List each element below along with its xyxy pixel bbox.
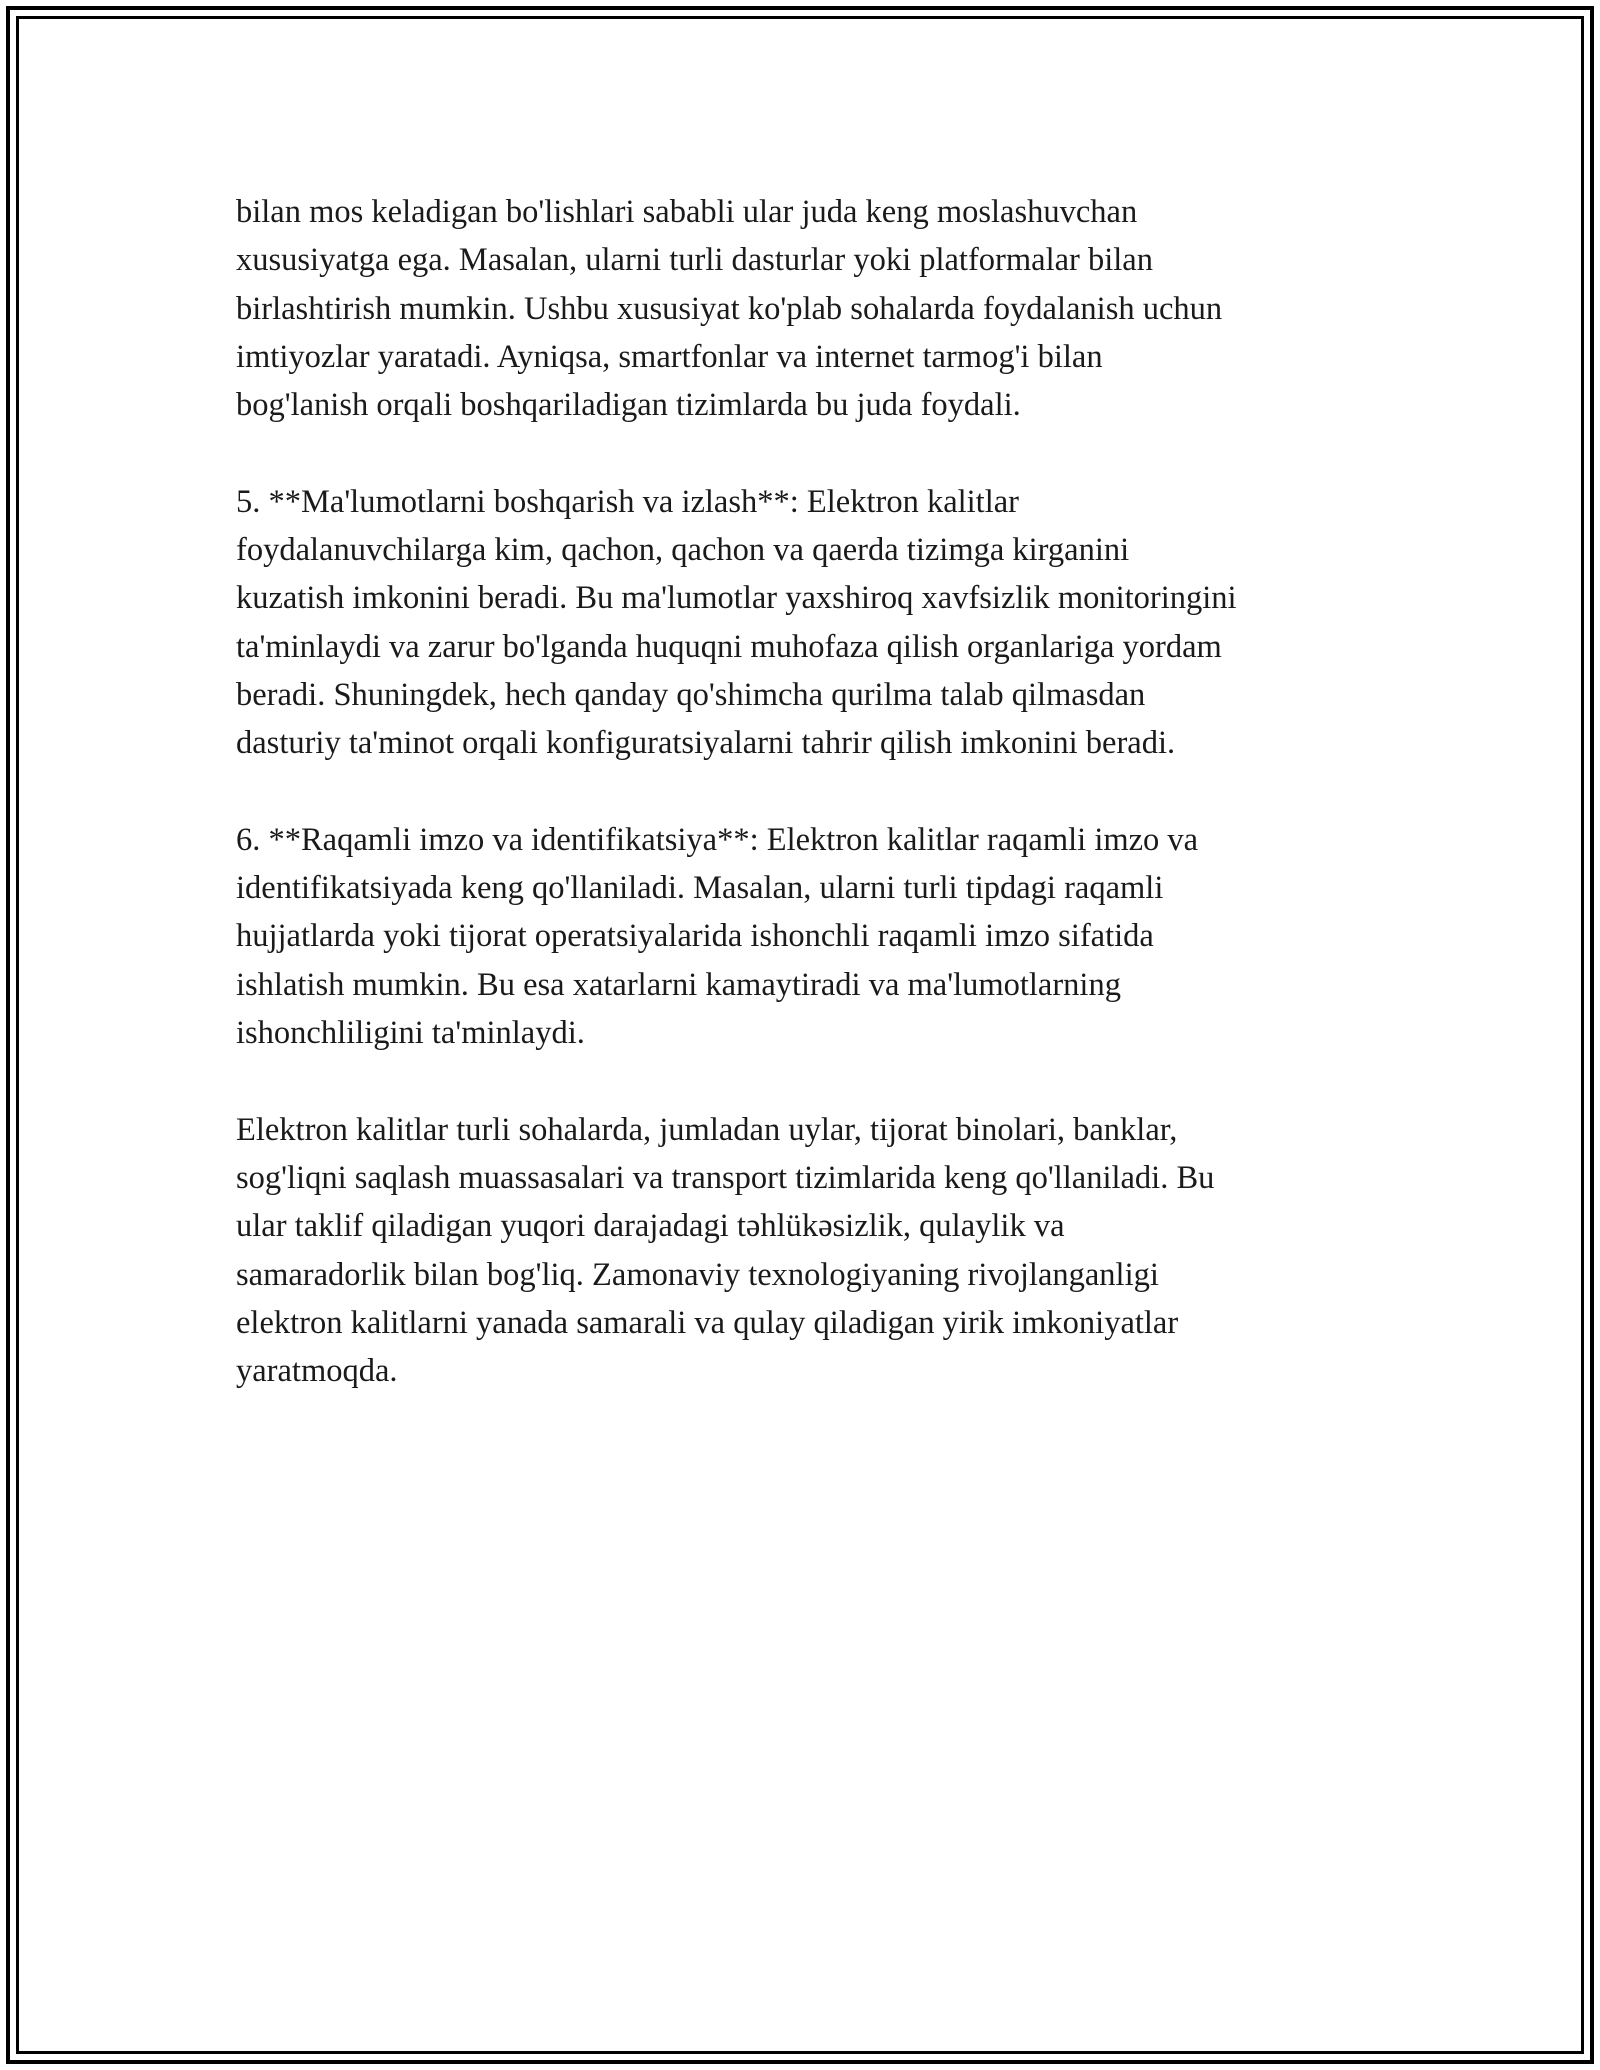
paragraph-item-5 — [236, 478, 1386, 768]
text-line: birlashtirish mumkin. Ushbu xususiyat ko'plab sohalarda foydalanish uchun — [236, 290, 1223, 327]
paragraph-conclusion — [236, 1106, 1386, 1396]
text-line: identifikatsiyada keng qo'llaniladi. Masalan, ularni turli tipdagi raqamli — [236, 870, 1164, 907]
text-line: ular taklif qiladigan yuqori darajadagi təhlükəsizlik, qulaylik va — [236, 1208, 1065, 1245]
paragraph-continuation — [236, 188, 1386, 429]
text-line: foydalanuvchilarga kim, qachon, qachon va qaerda tizimga kirganini — [236, 532, 1130, 569]
paragraph-item-6 — [236, 816, 1386, 1057]
text-line: kuzatish imkonini beradi. Bu ma'lumotlar yaxshiroq xavfsizlik monitoringini — [236, 580, 1237, 617]
text-line: ishlatish mumkin. Bu esa xatarlarni kamaytiradi va ma'lumotlarning — [236, 966, 1121, 1003]
text-line: yaratmoqda. — [236, 1353, 398, 1390]
text-line: 5. **Ma'lumotlarni boshqarish va izlash**: Elektron kalitlar — [236, 483, 1019, 520]
text-line: Elektron kalitlar turli sohalarda, jumladan uylar, tijorat binolari, banklar, — [236, 1111, 1178, 1148]
text-line: ishonchliligini ta'minlaydi. — [236, 1015, 585, 1052]
text-line: sog'liqni saqlash muassasalari va transport tizimlarida keng qo'llaniladi. Bu — [236, 1159, 1215, 1196]
text-line: 6. **Raqamli imzo va identifikatsiya**: Elektron kalitlar raqamli imzo va — [236, 821, 1199, 858]
text-line: bilan mos keladigan bo'lishlari sababli ular juda keng moslashuvchan — [236, 194, 1138, 230]
text-line: elektron kalitlarni yanada samarali va qulay qiladigan yirik imkoniyatlar — [236, 1304, 1179, 1341]
text-line: xususiyatga ega. Masalan, ularni turli dasturlar yoki platformalar bilan — [236, 242, 1153, 279]
text-line: imtiyozlar yaratadi. Ayniqsa, smartfonlar va internet tarmog'i bilan — [236, 338, 1103, 375]
text-line: samaradorlik bilan bog'liq. Zamonaviy texnologiyaning rivojlanganligi — [236, 1256, 1159, 1293]
text-line: bog'lanish orqali boshqariladigan tizimlarda bu juda foydali. — [236, 387, 1021, 424]
text-line: ta'minlaydi va zarur bo'lganda huquqni muhofaza qilish organlariga yordam — [236, 628, 1222, 665]
text-line: dasturiy ta'minot orqali konfiguratsiyalarni tahrir qilish imkonini beradi. — [236, 725, 1176, 762]
text-line: hujjatlarda yoki tijorat operatsiyalarida ishonchli raqamli imzo sifatida — [236, 918, 1154, 955]
document-body — [236, 188, 1386, 1444]
text-line: beradi. Shuningdek, hech qanday qo'shimcha qurilma talab qilmasdan — [236, 676, 1146, 713]
